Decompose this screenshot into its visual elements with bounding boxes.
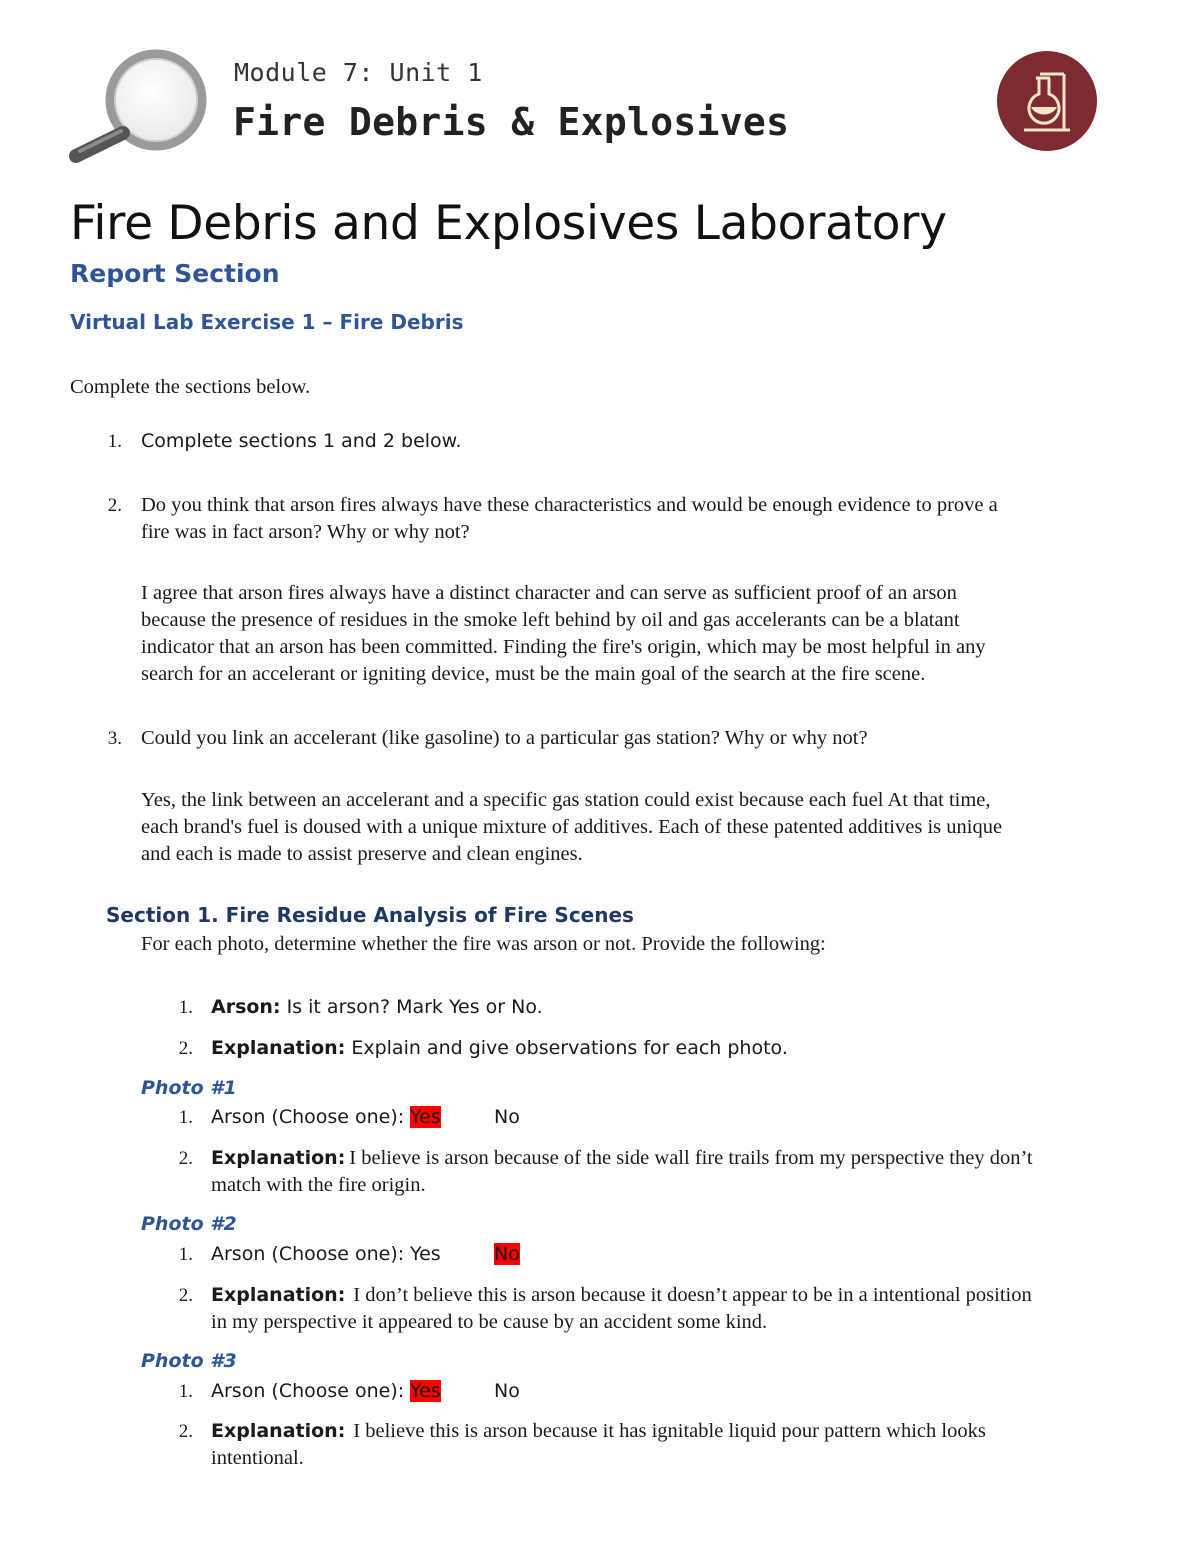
photo-3-heading: Photo #3 bbox=[141, 1350, 237, 1372]
list-number: 3. bbox=[107, 728, 122, 749]
photo-2-no-option: No bbox=[494, 1243, 520, 1265]
photo-2-arson-label: Arson (Choose one): bbox=[211, 1243, 405, 1265]
magnifying-glass-icon bbox=[66, 48, 216, 164]
question-1-text: Complete sections 1 and 2 below. bbox=[141, 430, 462, 452]
list-number: 2. bbox=[178, 1285, 193, 1306]
answer-3-line: Yes, the link between an accelerant and a specific gas station could exist because each fuel At that time, bbox=[141, 789, 991, 811]
report-section-heading: Report Section bbox=[70, 259, 280, 288]
question-3-line: Could you link an accelerant (like gasoline) to a particular gas station? Why or why not? bbox=[141, 727, 868, 749]
section-1-item-explanation: Explanation: Explain and give observations for each photo. bbox=[211, 1037, 788, 1059]
photo-2-heading: Photo #2 bbox=[141, 1213, 237, 1235]
lab-flask-icon bbox=[996, 50, 1098, 152]
list-number: 1. bbox=[178, 997, 193, 1018]
list-number: 2. bbox=[107, 495, 122, 516]
answer-2-line: indicator that an arson has been committed. Finding the fire's origin, which may be most helpful in any bbox=[141, 636, 986, 658]
photo-1-explanation-line: match with the fire origin. bbox=[211, 1174, 426, 1196]
photo-1-yes-option: Yes bbox=[410, 1106, 441, 1128]
photo-3-explanation-line: intentional. bbox=[211, 1447, 304, 1469]
photo-3-no-option: No bbox=[494, 1380, 520, 1402]
module-unit-label: Module 7: Unit 1 bbox=[234, 58, 483, 87]
answer-3-line: and each is made to assist preserve and clean engines. bbox=[141, 843, 583, 865]
list-number: 2. bbox=[178, 1038, 193, 1059]
list-number: 2. bbox=[178, 1421, 193, 1442]
page-title: Fire Debris and Explosives Laboratory bbox=[70, 196, 947, 251]
photo-1-arson-label: Arson (Choose one): bbox=[211, 1106, 405, 1128]
answer-3-line: each brand's fuel is doused with a unique mixture of additives. Each of these patented additives is unique bbox=[141, 816, 1003, 838]
module-title: Fire Debris & Explosives bbox=[233, 100, 790, 144]
photo-3-explanation: Explanation: I believe this is arson because it has ignitable liquid pour pattern which looks bbox=[211, 1420, 986, 1442]
list-number: 1. bbox=[107, 431, 122, 452]
list-number: 1. bbox=[178, 1381, 193, 1402]
exercise-heading: Virtual Lab Exercise 1 – Fire Debris bbox=[70, 310, 464, 334]
photo-1-heading: Photo #1 bbox=[141, 1077, 237, 1099]
list-number: 1. bbox=[178, 1107, 193, 1128]
section-1-heading: Section 1. Fire Residue Analysis of Fire Scenes bbox=[106, 903, 634, 927]
section-1-intro: For each photo, determine whether the fire was arson or not. Provide the following: bbox=[141, 933, 826, 955]
photo-1-no-option: No bbox=[494, 1106, 520, 1128]
photo-2-explanation-line: in my perspective it appeared to be cause by an accident some kind. bbox=[211, 1311, 768, 1333]
photo-2-yes-option: Yes bbox=[410, 1243, 441, 1265]
photo-1-explanation: Explanation: I believe is arson because of the side wall fire trails from my perspective they don’t bbox=[211, 1147, 1033, 1169]
question-2-line: fire was in fact arson? Why or why not? bbox=[141, 521, 470, 543]
section-1-item-arson: Arson: Is it arson? Mark Yes or No. bbox=[211, 996, 543, 1018]
answer-2-line: because the presence of residues in the smoke left behind by oil and gas accelerants can be a blatant bbox=[141, 609, 960, 631]
photo-2-explanation: Explanation: I don’t believe this is arson because it doesn’t appear to be in a intentional position bbox=[211, 1284, 1032, 1306]
photo-3-arson-label: Arson (Choose one): bbox=[211, 1380, 405, 1402]
answer-2-line: I agree that arson fires always have a distinct character and can serve as sufficient proof of an arson bbox=[141, 582, 957, 604]
list-number: 2. bbox=[178, 1148, 193, 1169]
answer-2-line: search for an accelerant or igniting device, must be the main goal of the search at the fire scene. bbox=[141, 663, 926, 685]
intro-text: Complete the sections below. bbox=[70, 376, 311, 398]
list-number: 1. bbox=[178, 1244, 193, 1265]
photo-3-yes-option: Yes bbox=[410, 1380, 441, 1402]
question-2-line: Do you think that arson fires always have these characteristics and would be enough evidence to prove a bbox=[141, 494, 998, 516]
